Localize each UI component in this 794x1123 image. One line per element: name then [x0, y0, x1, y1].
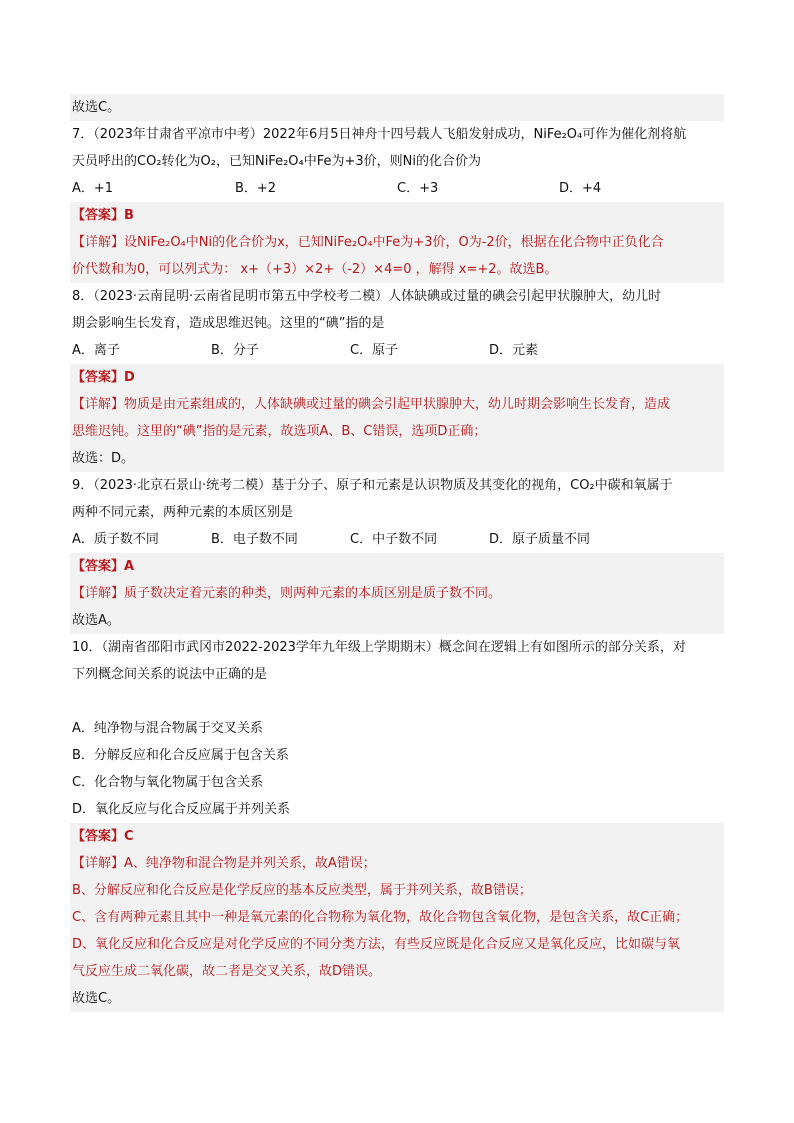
option-a: A．质子数不同 — [72, 532, 159, 547]
option-d: D．元素 — [489, 343, 539, 358]
explanation-line: 【详解】A、纯净物和混合物是并列关系，故A错误； — [70, 850, 724, 877]
document-page — [70, 94, 724, 1012]
explanation-line: 【详解】质子数决定着元素的种类，则两种元素的本质区别是质子数不同。 — [70, 580, 724, 607]
explanation-line: C、含有两种元素且其中一种是氧元素的化合物称为氧化物，故化合物包含氧化物，是包含关系，故C正确； — [70, 904, 724, 931]
option-a: A．+1 — [72, 181, 114, 196]
text-line: A．纯净物与混合物属于交叉关系 — [72, 721, 263, 736]
explanation-line: 气反应生成二氧化碳，故二者是交叉关系，故D错误。 — [70, 958, 724, 985]
figure-placeholder — [70, 688, 724, 715]
text-line: 7．（2023年甘肃省平凉市中考）2022年6月5日神舟十四号载人飞船发射成功，NiFe₂O₄可作为催化剂将航 — [72, 127, 687, 142]
conclusion-line: 故选C。 — [70, 985, 724, 1012]
answer-label: 【答案】A — [70, 553, 724, 580]
text-line: 10．（湖南省邵阳市武冈市2022-2023学年九年级上学期期末）概念间在逻辑上有如图所示的部分关系，对 — [72, 640, 686, 655]
text-line: 期会影响生长发育，造成思维迟钝。这里的“碘”指的是 — [72, 316, 385, 331]
text-line: 两种不同元素，两种元素的本质区别是 — [72, 505, 294, 520]
conclusion-line: 故选C。 — [70, 94, 724, 121]
answer-options — [70, 337, 724, 364]
option-b: B．+2 — [235, 181, 277, 196]
option-d: D．原子质量不同 — [489, 532, 591, 547]
explanation-line: 价代数和为0，可以列式为： x+（+3）×2+（-2）×4=0 ，解得 x=+2。故选B。 — [70, 256, 724, 283]
explanation-line: B、分解反应和化合反应是化学反应的基本反应类型，属于并列关系，故B错误； — [70, 877, 724, 904]
text-line: D．氧化反应与化合反应属于并列关系 — [72, 802, 291, 817]
option-d: D．+4 — [559, 181, 602, 196]
explanation-line: 【详解】物质是由元素组成的，人体缺碘或过量的碘会引起甲状腺肿大，幼儿时期会影响生长发育，造成 — [70, 391, 724, 418]
option-b: B．分子 — [211, 343, 259, 358]
answer-label: 【答案】C — [70, 823, 724, 850]
option-c: C．+3 — [397, 181, 439, 196]
option-c: C．原子 — [350, 343, 399, 358]
text-line: 8．（2023·云南昆明·云南省昆明市第五中学校考二模）人体缺碘或过量的碘会引起甲状腺肿大，幼儿时 — [72, 289, 662, 304]
explanation-line: 【详解】设NiFe₂O₄中Ni的化合价为x，已知NiFe₂O₄中Fe为+3价，O为-2价，根据在化合物中正负化合 — [70, 229, 724, 256]
answer-options — [70, 175, 724, 202]
option-a: A．离子 — [72, 343, 120, 358]
text-line: 9．（2023·北京石景山·统考二模）基于分子、原子和元素是认识物质及其变化的视角，CO₂中碳和氧属于 — [72, 478, 673, 493]
option-c: C．中子数不同 — [350, 532, 438, 547]
text-line: 天员呼出的CO₂转化为O₂，已知NiFe₂O₄中Fe为+3价，则Ni的化合价为 — [72, 154, 481, 169]
option-b: B．电子数不同 — [211, 532, 298, 547]
conclusion-line: 故选A。 — [70, 607, 724, 634]
answer-label: 【答案】D — [70, 364, 724, 391]
text-line: C．化合物与氧化物属于包含关系 — [72, 775, 264, 790]
explanation-line: 思维迟钝。这里的“碘”指的是元素，故选项A、B、C错误，选项D正确； — [70, 418, 724, 445]
text-line: B．分解反应和化合反应属于包含关系 — [72, 748, 289, 763]
conclusion-line: 故选：D。 — [70, 445, 724, 472]
text-line: 下列概念间关系的说法中正确的是 — [72, 667, 268, 682]
answer-label: 【答案】B — [70, 202, 724, 229]
answer-options — [70, 526, 724, 553]
explanation-line: D、氧化反应和化合反应是对化学反应的不同分类方法，有些反应既是化合反应又是氧化反应，比如碳与氧 — [70, 931, 724, 958]
